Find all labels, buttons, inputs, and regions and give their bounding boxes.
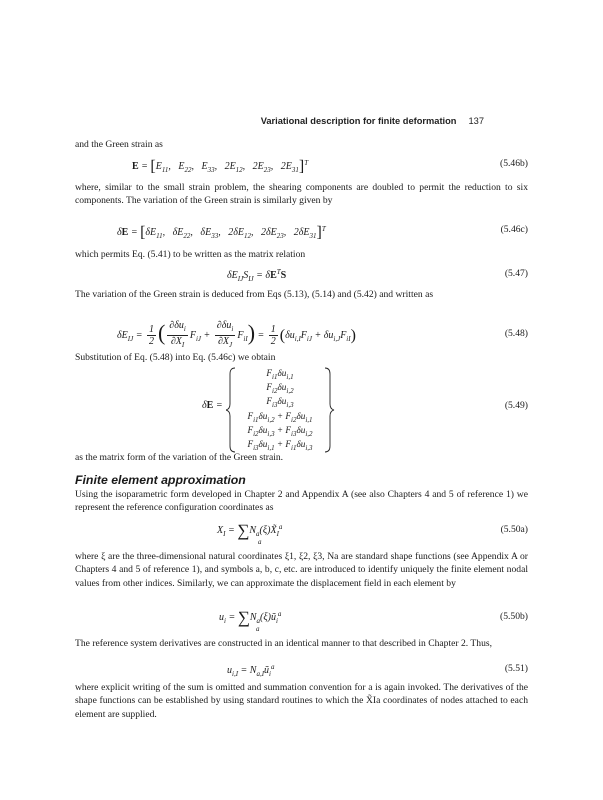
paragraph: where ξ are the three-dimensional natural coordinates ξ1, ξ2, ξ3, Na are standard shape functions (see Appendix A or Chapters 4 and 5 of reference 1), and symbols a, b, c, etc. are introduced to identify uniquely the finite element nodal values from other indices. Similarly, we can approximate the displacement field in each element by <box>75 551 528 589</box>
equation-5-46b: $E = [E_{11}$, $E_{22}$, $E_{33}$, $2E_{12}$, $2E_{23}$, $2E_{31}]^T$ (5.46b) <box>132 158 528 175</box>
equation-number: (5.46c) <box>500 224 528 235</box>
equation-5-46c: $\delta E = [\delta E_{11}$, $\delta E_{22}$, $\delta E_{33}$, $2\delta E_{12}$, $2\delta E_{23}$, $2\delta E_{31}]^T$ (5.46c) <box>117 224 528 241</box>
equation-5-48: $\delta E_{IJ}$ = $\frac{1}{2}$ ( $\frac{\partial\delta u_i}{\partial X_I}$ $F_{iJ}$ + $\frac{\partial\delta u_i}{\partial X_J}$ $F_{iI}$) = $\frac{1}{2}$ $(\delta u_{i,I}F_{iJ} + \delta u_{i,J}F_{iI})$ (5.48) <box>117 320 528 350</box>
equation-number: (5.51) <box>504 663 528 674</box>
paragraph: where, similar to the small strain problem, the shearing components are doubled to permit the reduction to six components. The variation of the Green strain is similarly given by <box>75 182 528 207</box>
running-header <box>261 116 484 126</box>
equation-number: (5.46b) <box>500 158 528 169</box>
paragraph: Substitution of Eq. (5.48) into Eq. (5.46c) we obtain <box>75 352 276 363</box>
equation-5-49: δE = (5.49) <box>202 400 528 411</box>
equation-number: (5.48) <box>504 328 528 339</box>
equation-5-47: $\delta E_{IJ}S_{IJ} = \delta E^TS$ (5.47) <box>227 268 528 283</box>
page-number: 137 <box>468 116 484 126</box>
equation-number: (5.50b) <box>500 611 528 622</box>
equation-5-51: $u_{i,I}$ = $N_{a,I}ũ_i^a$ (5.51) <box>227 663 528 678</box>
paragraph: where explicit writing of the sum is omitted and summation convention for a is again invoked. The derivatives of the shape functions can be established by using standard routines to which the X̃Ia coordinates of nodes attached to each element are supplied. <box>75 682 528 720</box>
paragraph: and the Green strain as <box>75 139 163 150</box>
paragraph: Using the isoparametric form developed in Chapter 2 and Appendix A (see also Chapters 4 and 5 of reference 1) we represent the reference configuration coordinates as <box>75 489 528 514</box>
paragraph: The variation of the Green strain is deduced from Eqs (5.13), (5.14) and (5.42) and written as <box>75 289 434 300</box>
strain-matrix: $F_{i1}\delta u_{i,1}$ $F_{i2}\delta u_{i,2}$ $F_{i3}\delta u_{i,3}$ $F_{i1}\delta u_{i,2} + F_{i2}\delta u_{i,1}$ $F_{i2}\delta u_{i,3} + F_{i3}\delta u_{i,2}$ $F_{i3}\delta u_{i,1} + F_{i1}\delta u_{i,3}$ <box>247 368 313 452</box>
equation-5-50b: $u_i$ = $\sum N_a(\xi)ũ_i^a$ a (5.50b) <box>219 608 528 633</box>
equation-number: (5.47) <box>504 268 528 279</box>
header-title: Variational description for finite deformation <box>260 116 457 126</box>
equation-5-50a: $X_I$ = $\sum N_a(\xi)X̃_I^a$ a (5.50a) <box>217 521 528 546</box>
equation-number: (5.49) <box>504 400 528 411</box>
section-heading: Finite element approximation <box>75 473 246 487</box>
paragraph: as the matrix form of the variation of the Green strain. <box>75 452 284 463</box>
paragraph: which permits Eq. (5.41) to be written as the matrix relation <box>75 249 306 260</box>
equation-number: (5.50a) <box>500 524 528 535</box>
paragraph: The reference system derivatives are constructed in an identical manner to that described in Chapter 2. Thus, <box>75 638 492 649</box>
